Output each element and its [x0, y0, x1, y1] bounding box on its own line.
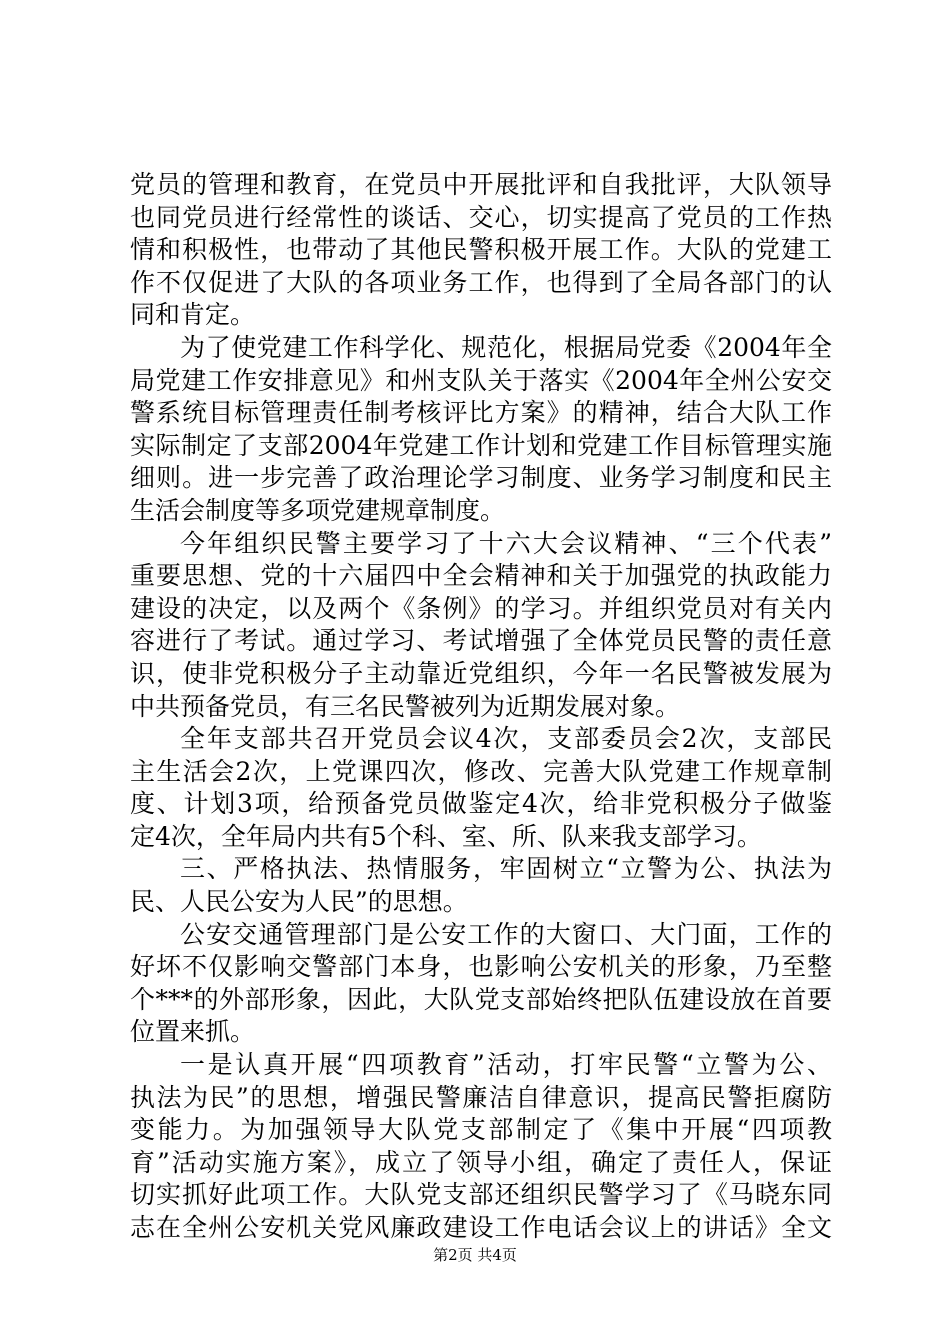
- text-line: 三、严格执法、热情服务，牢固树立“立警为公、执法为: [180, 854, 832, 884]
- page-footer: 第2页 共4页: [433, 1246, 517, 1264]
- text-line: 好坏不仅影响交警部门本身，也影响公安机关的形象，乃至整: [130, 952, 832, 982]
- text-line: 重要思想、党的十六届四中全会精神和关于加强党的执政能力: [130, 561, 832, 591]
- text-line: 切实抓好此项工作。大队党支部还组织民警学习了《马晓东同: [130, 1180, 832, 1210]
- text-line: 主生活会2次，上党课四次，修改、完善大队党建工作规章制: [130, 756, 832, 786]
- text-line: 中共预备党员，有三名民警被列为近期发展对象。: [130, 691, 681, 721]
- text-line: 实际制定了支部2004年党建工作计划和党建工作目标管理实施: [130, 430, 832, 460]
- text-line: 度、计划3项，给预备党员做鉴定4次，给非党积极分子做鉴: [130, 789, 832, 819]
- text-line: 公安交通管理部门是公安工作的大窗口、大门面，工作的: [180, 919, 832, 949]
- text-line: 细则。进一步完善了政治理论学习制度、业务学习制度和民主: [130, 463, 832, 493]
- text-line: 执法为民”的思想，增强民警廉洁自律意识，提高民警拒腐防: [130, 1082, 832, 1112]
- text-line: 情和积极性，也带动了其他民警积极开展工作。大队的党建工: [130, 235, 832, 265]
- text-line: 作不仅促进了大队的各项业务工作，也得到了全局各部门的认: [130, 267, 832, 297]
- text-line: 今年组织民警主要学习了十六大会议精神、“三个代表”: [180, 528, 832, 558]
- text-line: 党员的管理和教育，在党员中开展批评和自我批评，大队领导: [130, 170, 832, 199]
- text-line: 同和肯定。: [130, 300, 256, 330]
- text-line: 民、人民公安为人民”的思想。: [130, 887, 468, 917]
- text-line: 志在全州公安机关党风廉政建设工作电话会议上的讲话》全文: [130, 1213, 832, 1242]
- text-line: 也同党员进行经常性的谈话、交心，切实提高了党员的工作热: [130, 202, 832, 232]
- text-line: 为了使党建工作科学化、规范化，根据局党委《2004年全: [180, 332, 832, 362]
- text-line: 生活会制度等多项党建规章制度。: [130, 495, 506, 525]
- text-line: 全年支部共召开党员会议4次，支部委员会2次，支部民: [180, 724, 832, 754]
- text-line: 识，使非党积极分子主动靠近党组织，今年一名民警被发展为: [130, 658, 832, 688]
- text-line: 局党建工作安排意见》和州支队关于落实《2004年全州公安交: [130, 365, 832, 395]
- text-line: 容进行了考试。通过学习、考试增强了全体党员民警的责任意: [130, 626, 832, 656]
- text-line: 定4次，全年局内共有5个科、室、所、队来我支部学习。: [130, 821, 762, 851]
- text-line: 个***的外部形象，因此，大队党支部始终把队伍建设放在首要: [130, 984, 832, 1014]
- text-line: 一是认真开展“四项教育”活动，打牢民警“立警为公、: [180, 1050, 832, 1080]
- text-line: 育”活动实施方案》，成立了领导小组，确定了责任人，保证: [130, 1147, 832, 1177]
- text-line: 建设的决定，以及两个《条例》的学习。并组织党员对有关内: [130, 593, 832, 623]
- text-line: 警系统目标管理责任制考核评比方案》的精神，结合大队工作: [130, 398, 832, 428]
- document-body: [130, 169, 832, 1245]
- text-line: 变能力。为加强领导大队党支部制定了《集中开展“四项教: [130, 1115, 832, 1145]
- text-line: 位置来抓。: [130, 1017, 256, 1047]
